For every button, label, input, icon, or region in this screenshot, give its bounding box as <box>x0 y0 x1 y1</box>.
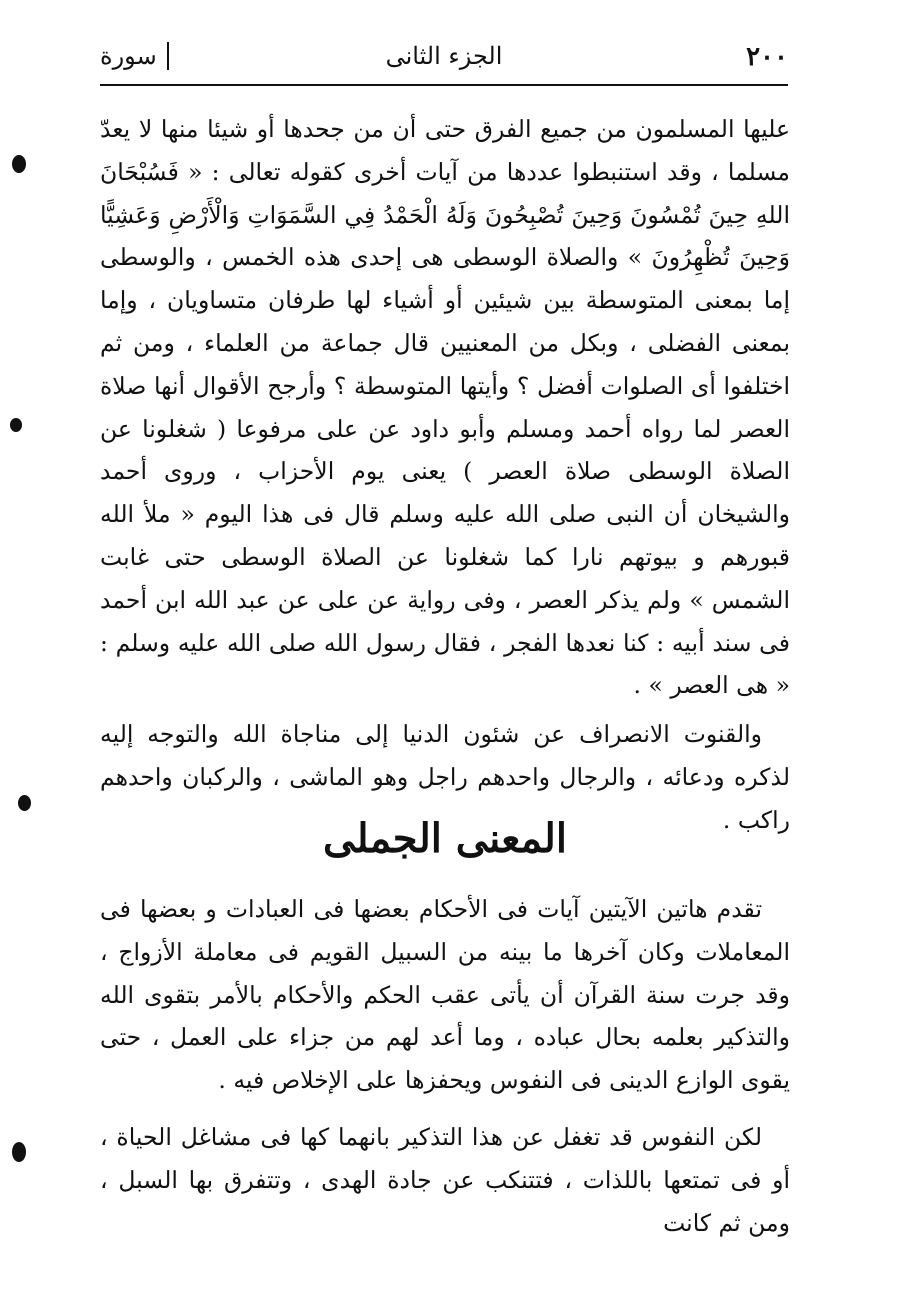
commentary-paragraph-1: عليها المسلمون من جميع الفرق حتى أن من جحدها أو شيئا منها لا يعدّ مسلما ، وقد استنبطوا عددها من آيات أخرى كقوله تعالى : « فَسُبْحَانَ اللهِ حِينَ تُمْسُونَ وَحِينَ تُصْبِحُونَ وَلَهُ الْحَمْدُ فِي السَّمَوَاتِ وَالْأَرْضِ وَعَشِيًّا وَحِينَ تُظْهِرُونَ » والصلاة الوسطى هى إحدى هذه الخمس ، والوسطى إما بمعنى المتوسطة بين شيئين أو أشياء لها طرفان متساويان ، وإما بمعنى الفضلى ، وبكل من المعنيين قال جماعة من العلماء ، ومن ثم اختلفوا أى الصلوات أفضل ؟ وأيتها المتوسطة ؟ وأرجح الأقوال أنها صلاة العصر لما رواه أحمد ومسلم وأبو داود عن على مرفوعا ( شغلونا عن الصلاة الوسطى صلاة العصر ) يعنى يوم الأحزاب ، وروى أحمد والشيخان أن النبى صلى الله عليه وسلم قال فى هذا اليوم « ملأ الله قبورهم و بيوتهم نارا كما شغلونا عن الصلاة الوسطى حتى غابت الشمس » ولم يذكر العصر ، وفى رواية عن على عن عبد الله ابن أحمد فى سند أبيه : كنا نعدها الفجر ، فقال رسول الله صلى الله عليه وسلم : « هى العصر » . <box>100 115 790 700</box>
section-heading: المعنى الجملى <box>323 815 567 862</box>
summary-text <box>100 888 790 1244</box>
header-rule <box>100 84 788 86</box>
summary-paragraph-2: لكن النفوس قد تغفل عن هذا التذكير بانهما كها فى مشاغل الحياة ، أو فى تمتعها باللذات ، فتتنكب عن جادة الهدى ، وتتفرق بها السبل ، ومن ثم كانت <box>100 1122 790 1237</box>
summary-paragraph-1: تقدم هاتين الآيتين آيات فى الأحكام بعضها فى العبادات و بعضها فى المعاملات وكان آخرها ما بينه من السبيل القويم فى معاملة الأزواج ، وقد جرت سنة القرآن أن يأتى عقب الحكم والأحكام بالأمر بتقوى الله والتذكير بعلمه بحال عباده ، وما أعد لهم من جزاء على العمل ، حتى يقوى الوازع الدينى فى النفوس ويحفزها على الإخلاص فيه . <box>100 895 790 1095</box>
surah-label: سورة <box>100 42 169 70</box>
ink-blot <box>12 155 26 173</box>
ink-blot <box>10 418 22 432</box>
commentary-paragraph-2: والقنوت الانصراف عن شئون الدنيا إلى مناجاة الله والتوجه إليه لذكره ودعائه ، والرجال واحدهم راجل وهو الماشى ، والركبان واحدهم راكب . <box>100 720 790 834</box>
ink-blot <box>12 1142 26 1162</box>
page-header <box>100 38 788 84</box>
commentary-text <box>100 108 790 842</box>
part-title: الجزء الثانى <box>385 42 503 70</box>
page-number: ٢٠٠ <box>746 42 788 72</box>
ink-blot <box>18 795 31 811</box>
